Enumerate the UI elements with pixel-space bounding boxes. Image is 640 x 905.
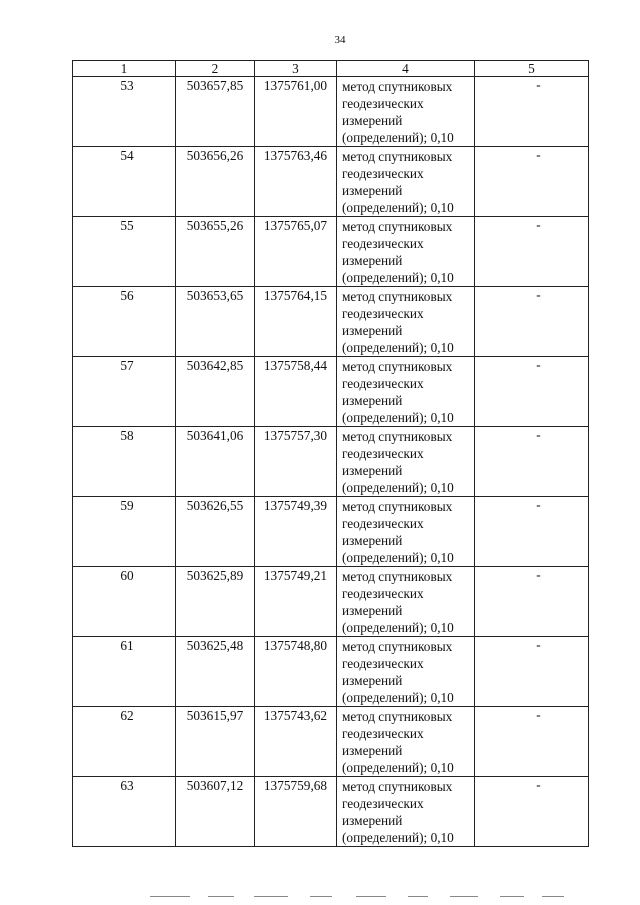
table-row	[73, 77, 589, 147]
point-number: 62	[120, 708, 134, 723]
coord-y: 1375757,30	[263, 428, 328, 443]
method-text: метод спутниковых геодезических измерений (определений); 0,10	[342, 429, 454, 495]
point-number: 59	[120, 498, 134, 513]
coord-x: 503657,85	[186, 78, 244, 93]
coord-x: 503607,12	[186, 778, 244, 793]
table-row	[73, 497, 589, 567]
note-text: -	[536, 77, 541, 92]
header-cell-3: 3	[255, 61, 337, 77]
page-number: 34	[334, 34, 346, 46]
coord-x: 503626,55	[186, 498, 244, 513]
coord-y: 1375763,46	[263, 148, 328, 163]
coord-y: 1375743,62	[263, 708, 328, 723]
table-row	[73, 427, 589, 497]
coord-x: 503625,48	[186, 638, 244, 653]
coord-x: 503641,06	[186, 428, 244, 443]
coord-x: 503642,85	[186, 358, 244, 373]
point-number: 61	[120, 638, 134, 653]
table-row	[73, 357, 589, 427]
table-row	[73, 777, 589, 847]
table-row	[73, 147, 589, 217]
note-text: -	[536, 147, 541, 162]
method-text: метод спутниковых геодезических измерений (определений); 0,10	[342, 499, 454, 565]
coord-y: 1375765,07	[263, 218, 328, 233]
header-cell-1: 1	[73, 61, 176, 77]
coordinates-table	[72, 60, 589, 847]
point-number: 56	[120, 288, 134, 303]
coord-y: 1375761,00	[263, 78, 328, 93]
note-text: -	[536, 637, 541, 652]
table-row	[73, 217, 589, 287]
point-number: 58	[120, 428, 134, 443]
coord-x: 503653,65	[186, 288, 244, 303]
point-number: 55	[120, 218, 134, 233]
coord-y: 1375749,21	[263, 568, 328, 583]
note-text: -	[536, 287, 541, 302]
method-text: метод спутниковых геодезических измерений (определений); 0,10	[342, 359, 454, 425]
coord-y: 1375759,68	[263, 778, 328, 793]
method-text: метод спутниковых геодезических измерений (определений); 0,10	[342, 289, 454, 355]
table-row	[73, 567, 589, 637]
method-text: метод спутниковых геодезических измерений (определений); 0,10	[342, 219, 454, 285]
coord-x: 503615,97	[186, 708, 244, 723]
coord-y: 1375758,44	[263, 358, 328, 373]
method-text: метод спутниковых геодезических измерений (определений); 0,10	[342, 149, 454, 215]
point-number: 54	[120, 148, 134, 163]
header-cell-2: 2	[176, 61, 255, 77]
table-header-row	[73, 61, 589, 77]
note-text: -	[536, 357, 541, 372]
method-text: метод спутниковых геодезических измерений (определений); 0,10	[342, 79, 454, 145]
coord-y: 1375749,39	[263, 498, 328, 513]
header-cell-5: 5	[475, 61, 589, 77]
method-text: метод спутниковых геодезических измерений (определений); 0,10	[342, 709, 454, 775]
header-cell-4: 4	[337, 61, 475, 77]
scan-artifact-marks	[150, 894, 570, 900]
coord-x: 503625,89	[186, 568, 244, 583]
note-text: -	[536, 427, 541, 442]
method-text: метод спутниковых геодезических измерений (определений); 0,10	[342, 639, 454, 705]
method-text: метод спутниковых геодезических измерений (определений); 0,10	[342, 569, 454, 635]
note-text: -	[536, 707, 541, 722]
coord-x: 503656,26	[186, 148, 244, 163]
note-text: -	[536, 567, 541, 582]
table-row	[73, 287, 589, 357]
coord-y: 1375764,15	[263, 288, 328, 303]
point-number: 63	[120, 778, 134, 793]
note-text: -	[536, 217, 541, 232]
point-number: 57	[120, 358, 134, 373]
table-row	[73, 637, 589, 707]
point-number: 53	[120, 78, 134, 93]
coord-y: 1375748,80	[263, 638, 328, 653]
point-number: 60	[120, 568, 134, 583]
note-text: -	[536, 777, 541, 792]
note-text: -	[536, 497, 541, 512]
table-row	[73, 707, 589, 777]
method-text: метод спутниковых геодезических измерений (определений); 0,10	[342, 779, 454, 845]
coord-x: 503655,26	[186, 218, 244, 233]
